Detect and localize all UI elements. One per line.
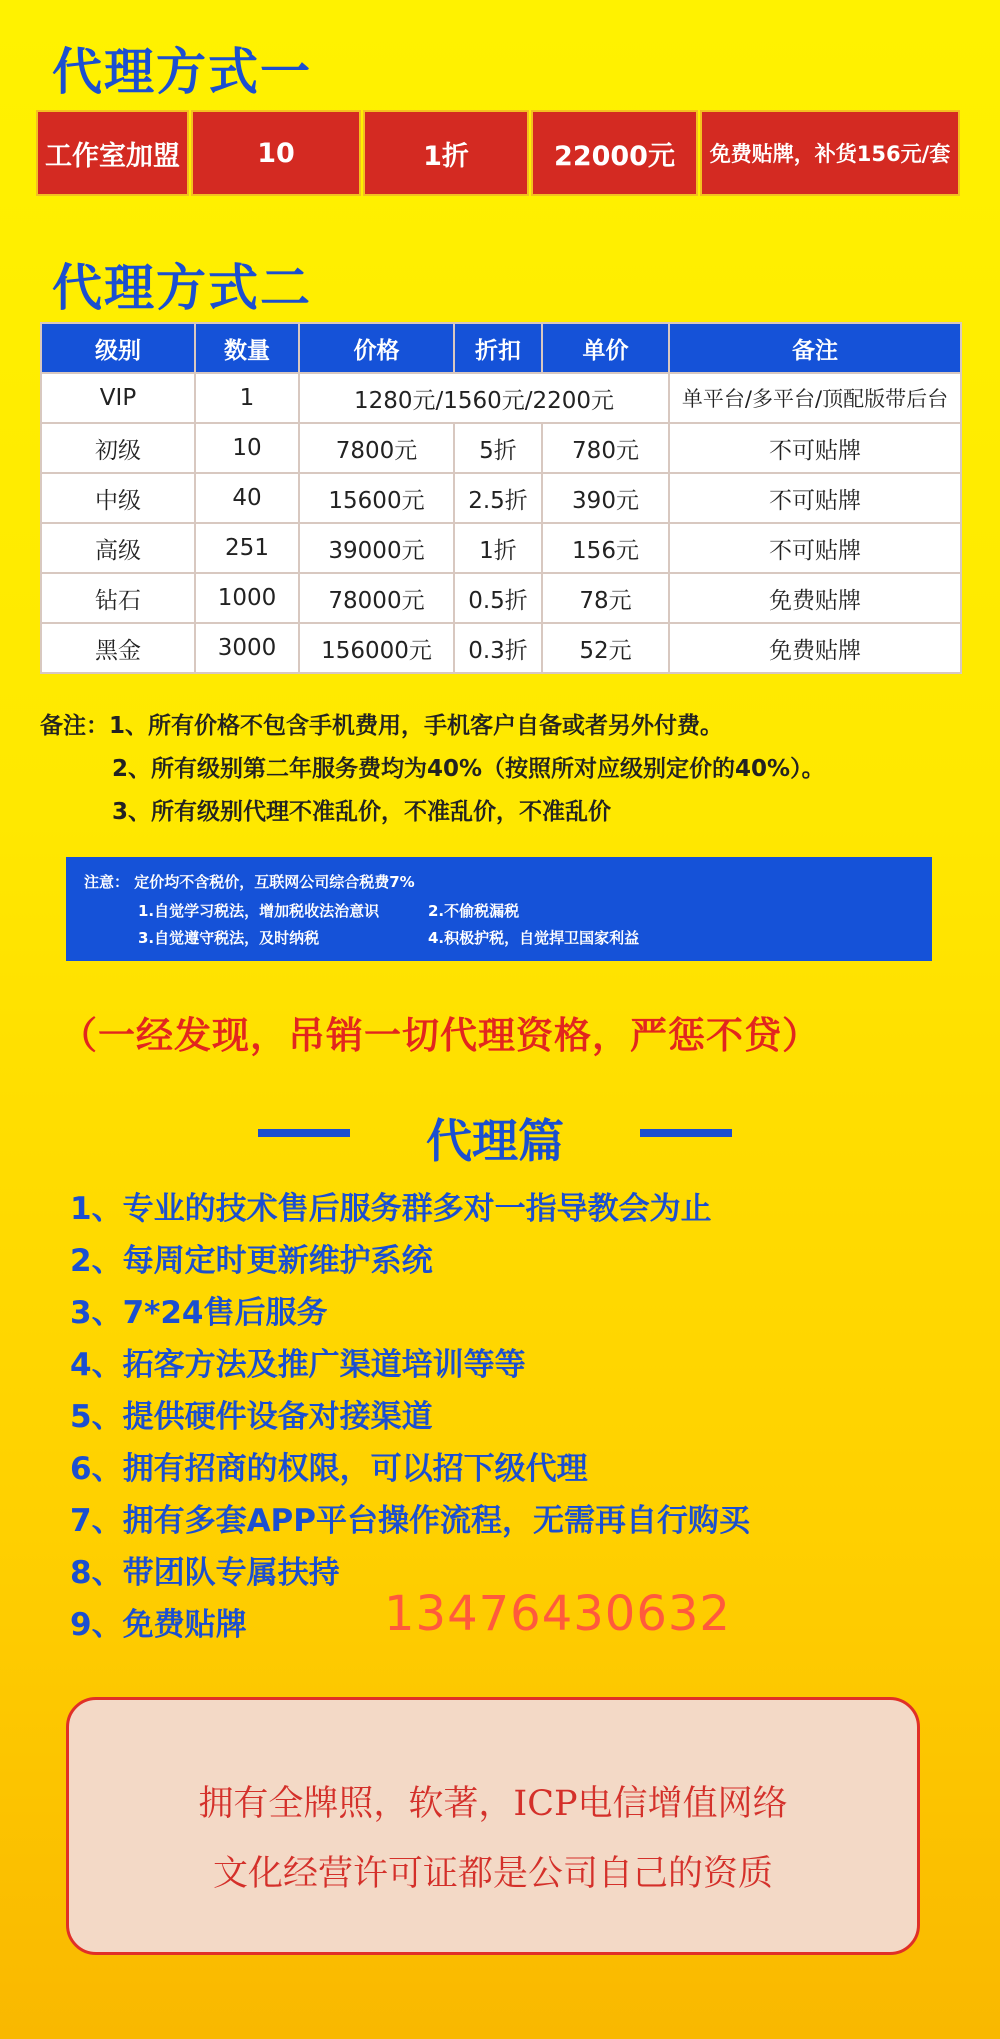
list-item: 2、每周定时更新维护系统 [70,1243,433,1279]
list-item: 7、拥有多套APP平台操作流程，无需再自行购买 [70,1503,750,1539]
pricing-table [40,322,962,674]
note-line-3: 3、所有级别代理不准乱价，不准乱价，不准乱价 [112,799,612,825]
list-item: 9、免费贴牌 [70,1607,247,1643]
cell-unit: 780元 [542,423,669,473]
warning-text: （一经发现，吊销一切代理资格，严惩不贷） [60,1014,820,1057]
table-row [41,623,961,673]
cell-level: 钻石 [41,573,195,623]
cell-qty: 1000 [195,573,299,623]
list-item: 8、带团队专属扶持 [70,1555,340,1591]
cell-qty: 40 [195,473,299,523]
cell-price: 156000元 [299,623,454,673]
cell-note: 不可贴牌 [669,473,961,523]
list-item: 4、拓客方法及推广渠道培训等等 [70,1347,526,1383]
qualification-box [66,1697,920,1955]
cell-discount: 2.5折 [454,473,542,523]
tax-item-2: 2.不偷税漏税 [428,902,520,920]
cell-discount: 0.3折 [454,623,542,673]
section-dash-right [640,1129,732,1137]
cell-qty: 3000 [195,623,299,673]
cell-note: 不可贴牌 [669,423,961,473]
cell-unit: 78元 [542,573,669,623]
list-item: 1、专业的技术售后服务群多对一指导教会为止 [70,1191,712,1227]
cell-discount: 1折 [454,523,542,573]
cell-unit: 52元 [542,623,669,673]
method-one-type: 工作室加盟 [36,110,189,196]
cell-note: 免费贴牌 [669,623,961,673]
header-price: 价格 [299,323,454,373]
cell-price: 1280元/1560元/2200元 [299,373,669,423]
cell-note: 不可贴牌 [669,523,961,573]
table-row [41,373,961,423]
tax-notice-box [66,857,932,961]
tax-item-4: 4.积极护税，自觉捍卫国家利益 [428,929,640,947]
cell-qty: 251 [195,523,299,573]
cell-price: 15600元 [299,473,454,523]
cell-note: 单平台/多平台/顶配版带后台 [669,373,961,423]
agent-section-title: 代理篇 [426,1114,564,1168]
header-level: 级别 [41,323,195,373]
method-one-price: 22000元 [531,110,698,196]
tax-notice-title: 注意： 定价均不含税价，互联网公司综合税费7% [84,873,415,891]
qualification-line-2: 文化经营许可证都是公司自己的资质 [212,1854,773,1894]
table-header-row [41,323,961,373]
method-one-note: 免费贴牌，补货156元/套 [700,110,960,196]
tax-item-3: 3.自觉遵守税法，及时纳税 [138,929,320,947]
list-item: 3、7*24售后服务 [70,1295,328,1331]
cell-level: 高级 [41,523,195,573]
cell-level: 中级 [41,473,195,523]
method-one-title: 代理方式一 [52,43,312,101]
cell-qty: 1 [195,373,299,423]
table-row [41,523,961,573]
note-line-1: 备注：1、所有价格不包含手机费用，手机客户自备或者另外付费。 [40,713,724,739]
cell-level: 黑金 [41,623,195,673]
header-discount: 折扣 [454,323,542,373]
method-one-qty: 10 [191,110,361,196]
cell-level: VIP [41,373,195,423]
header-unit: 单价 [542,323,669,373]
table-row [41,423,961,473]
cell-unit: 390元 [542,473,669,523]
tax-item-1: 1.自觉学习税法，增加税收法治意识 [138,902,380,920]
cell-level: 初级 [41,423,195,473]
list-item: 6、拥有招商的权限，可以招下级代理 [70,1451,588,1487]
cell-price: 7800元 [299,423,454,473]
cell-discount: 5折 [454,423,542,473]
table-row [41,473,961,523]
cell-qty: 10 [195,423,299,473]
header-note: 备注 [669,323,961,373]
method-one-row [36,110,960,196]
section-dash-left [258,1129,350,1137]
header-qty: 数量 [195,323,299,373]
cell-note: 免费贴牌 [669,573,961,623]
note-line-2: 2、所有级别第二年服务费均为40%（按照所对应级别定价的40%）。 [112,756,825,782]
table-row [41,573,961,623]
method-one-discount: 1折 [363,110,529,196]
qualification-line-1: 拥有全牌照，软著，ICP电信增值网络 [198,1784,788,1824]
cell-discount: 0.5折 [454,573,542,623]
method-two-title: 代理方式二 [52,259,312,317]
cell-price: 78000元 [299,573,454,623]
cell-unit: 156元 [542,523,669,573]
list-item: 5、提供硬件设备对接渠道 [70,1399,433,1435]
phone-number[interactable]: 13476430632 [384,1586,731,1642]
cell-price: 39000元 [299,523,454,573]
